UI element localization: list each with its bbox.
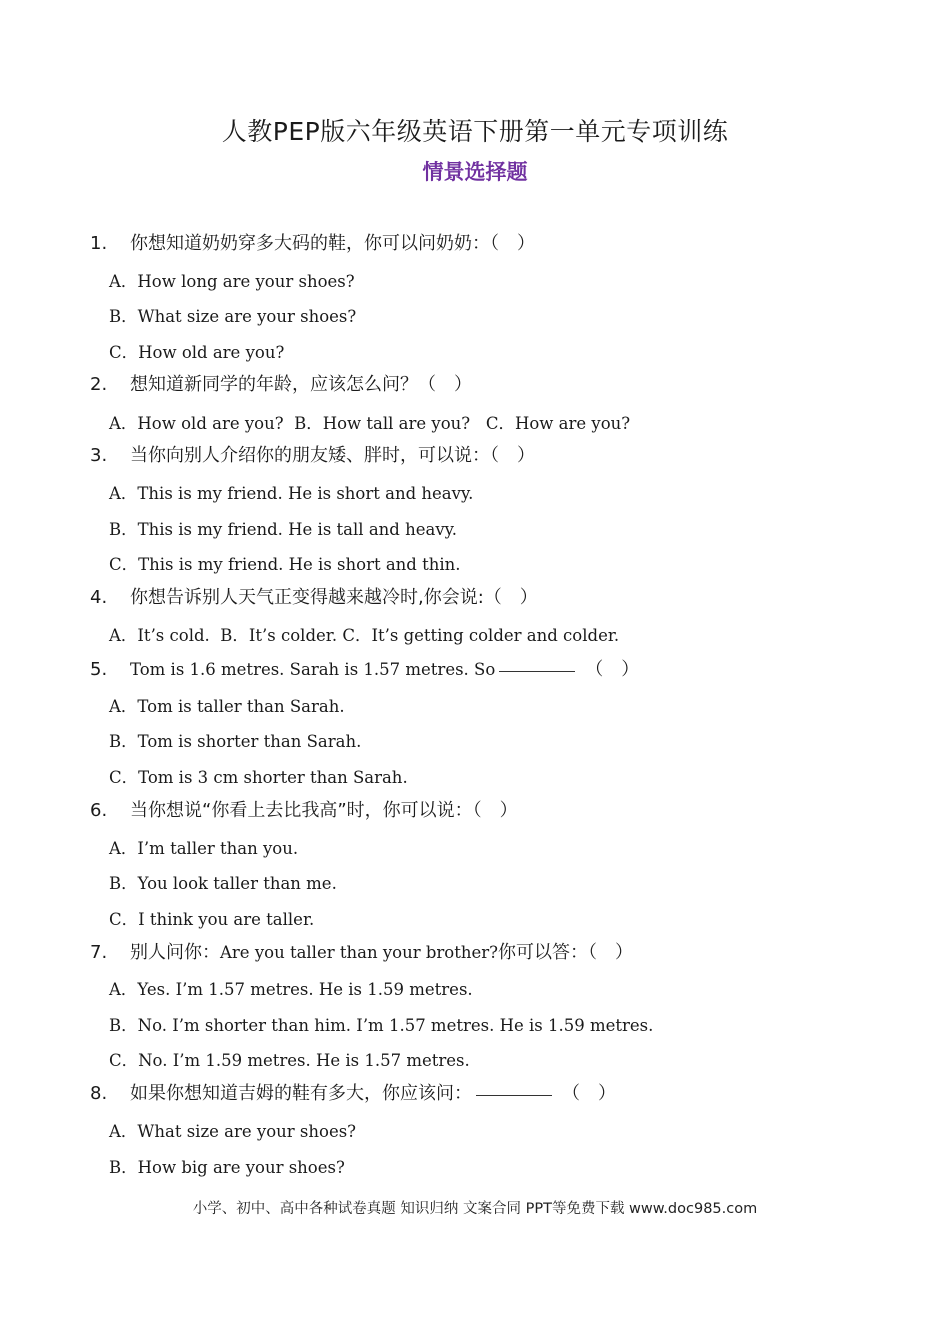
question-1 xyxy=(90,229,535,255)
question-2 xyxy=(90,370,472,396)
question-number: 2. xyxy=(90,374,108,395)
question-text: 你想知道奶奶穿多大码的鞋，你可以问奶奶：（ ） xyxy=(130,233,535,254)
q5-option-c: C．Tom is 3 cm shorter than Sarah. xyxy=(109,768,408,787)
question-text: 当你想说“你看上去比我高”时，你可以说：（ ） xyxy=(130,800,518,821)
question-number: 5. xyxy=(90,659,108,680)
footer-note: 小学、初中、高中各种试卷真题 知识归纳 文案合同 PPT等免费下载 www.doc985.com xyxy=(192,1201,758,1217)
question-number: 1. xyxy=(90,233,108,254)
question-7 xyxy=(90,938,633,964)
q3-option-b: B．This is my friend. He is tall and heavy. xyxy=(109,520,458,539)
question-5 xyxy=(90,655,639,681)
q1-option-c: C．How old are you? xyxy=(109,343,285,362)
q2-options: A．How old are you? B．How tall are you? C．How are you? xyxy=(109,414,631,433)
q8-option-b: B．How big are your shoes? xyxy=(109,1158,345,1177)
answer-blank xyxy=(499,670,575,672)
question-number: 3. xyxy=(90,445,108,466)
q5-option-a: A．Tom is taller than Sarah. xyxy=(109,697,345,716)
answer-parens: （ ） xyxy=(585,659,640,680)
question-3 xyxy=(90,441,535,467)
q1-option-b: B．What size are your shoes? xyxy=(109,307,357,326)
q6-option-c: C．I think you are taller. xyxy=(109,910,315,929)
question-6 xyxy=(90,796,518,822)
question-number: 7. xyxy=(90,942,108,963)
q8-option-a: A．What size are your shoes? xyxy=(109,1122,357,1141)
answer-blank xyxy=(476,1094,552,1096)
question-text-english: Are you taller than your brother? xyxy=(220,943,498,962)
q4-options: A．It’s cold. B．It’s colder. C．It’s getting colder and colder. xyxy=(109,626,620,645)
question-text-end: 你可以答：（ ） xyxy=(497,942,633,963)
q7-option-c: C．No. I’m 1.59 metres. He is 1.57 metres. xyxy=(109,1051,470,1070)
question-number: 8. xyxy=(90,1083,108,1104)
page-subtitle: 情景选择题 xyxy=(422,160,528,184)
q7-option-b: B．No. I’m shorter than him. I’m 1.57 metres. He is 1.59 metres. xyxy=(109,1016,654,1035)
answer-parens: （ ） xyxy=(562,1083,616,1104)
question-text: 想知道新同学的年龄，应该怎么问？（ ） xyxy=(130,374,472,395)
question-text: 你想告诉别人天气正变得越来越冷时,你会说:（ ） xyxy=(130,587,538,608)
question-text: 当你向别人介绍你的朋友矮、胖时，可以说：（ ） xyxy=(130,445,535,466)
question-text: 别人问你： xyxy=(130,942,220,963)
question-number: 6. xyxy=(90,800,108,821)
q7-option-a: A．Yes. I’m 1.57 metres. He is 1.59 metres. xyxy=(109,980,473,999)
q3-option-a: A．This is my friend. He is short and heavy. xyxy=(109,484,474,503)
q1-option-a: A．How long are your shoes? xyxy=(109,272,355,291)
question-text: 如果你想知道吉姆的鞋有多大，你应该问： xyxy=(130,1083,472,1104)
q6-option-a: A．I’m taller than you. xyxy=(109,839,299,858)
q5-option-b: B．Tom is shorter than Sarah. xyxy=(109,732,362,751)
page-title: 人教PEP版六年级英语下册第一单元专项训练 xyxy=(221,117,729,146)
question-8 xyxy=(90,1079,616,1105)
question-number: 4. xyxy=(90,587,108,608)
question-text: Tom is 1.6 metres. Sarah is 1.57 metres. So xyxy=(130,660,496,679)
q3-option-c: C．This is my friend. He is short and thin. xyxy=(109,555,461,574)
q6-option-b: B．You look taller than me. xyxy=(109,874,337,893)
question-4 xyxy=(90,583,538,609)
